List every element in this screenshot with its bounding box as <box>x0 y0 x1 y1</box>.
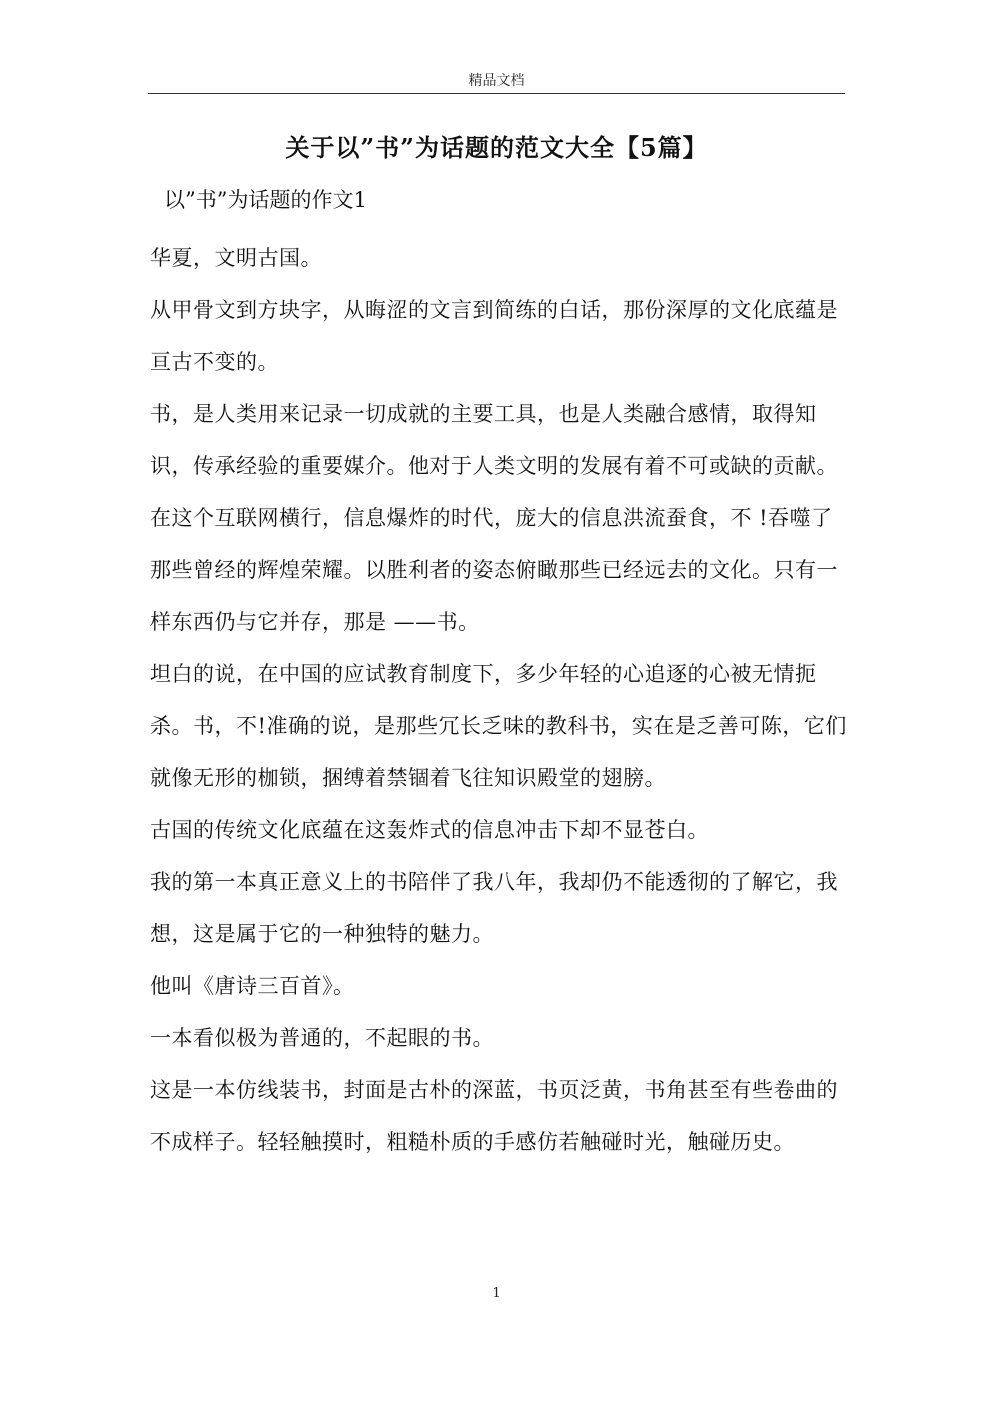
paragraph: 这是一本仿线装书，封面是古朴的深蓝，书页泛黄，书角甚至有些卷曲的不成样子。轻轻触摸时，粗糙朴质的手感仿若触碰时光，触碰历史。 <box>150 1078 838 1154</box>
section-subtitle: 以”书”为话题的作文1 <box>164 188 367 212</box>
header-label: 精品文档 <box>468 73 525 89</box>
paragraph: 书，是人类用来记录一切成就的主要工具，也是人类融合感情，取得知识，传承经验的重要媒介。他对于人类文明的发展有着不可或缺的贡献。 <box>150 402 838 478</box>
paragraph: 华夏，文明古国。 <box>150 246 322 270</box>
paragraph: 从甲骨文到方块字，从晦涩的文言到简练的白话，那份深厚的文化底蕴是亘古不变的。 <box>150 298 838 374</box>
paragraph: 古国的传统文化底蕴在这轰炸式的信息冲击下却不显苍白。 <box>150 818 709 842</box>
paragraph: 在这个互联网横行，信息爆炸的时代，庞大的信息洪流蚕食，不 !吞噬了那些曾经的辉煌荣耀。以胜利者的姿态俯瞰那些已经远去的文化。只有一样东西仍与它并存，那是 ——书。 <box>150 506 838 634</box>
paragraph: 他叫《唐诗三百首》。 <box>150 974 355 998</box>
paragraph: 坦白的说，在中国的应试教育制度下，多少年轻的心追逐的心被无情扼杀。书，不!准确的说，是那些冗长乏味的教科书，实在是乏善可陈，它们就像无形的枷锁，捆缚着禁锢着飞往知识殿堂的翅膀。 <box>150 662 847 790</box>
paragraph: 一本看似极为普通的，不起眼的书。 <box>150 1026 494 1050</box>
document-title: 关于以”书”为话题的范文大全【5篇】 <box>285 133 708 162</box>
header-divider <box>148 93 845 94</box>
document-body <box>150 180 850 1168</box>
paragraph: 我的第一本真正意义上的书陪伴了我八年，我却仍不能透彻的了解它，我想，这是属于它的一种独特的魅力。 <box>150 870 838 946</box>
page-number: 1 <box>492 1286 501 1301</box>
